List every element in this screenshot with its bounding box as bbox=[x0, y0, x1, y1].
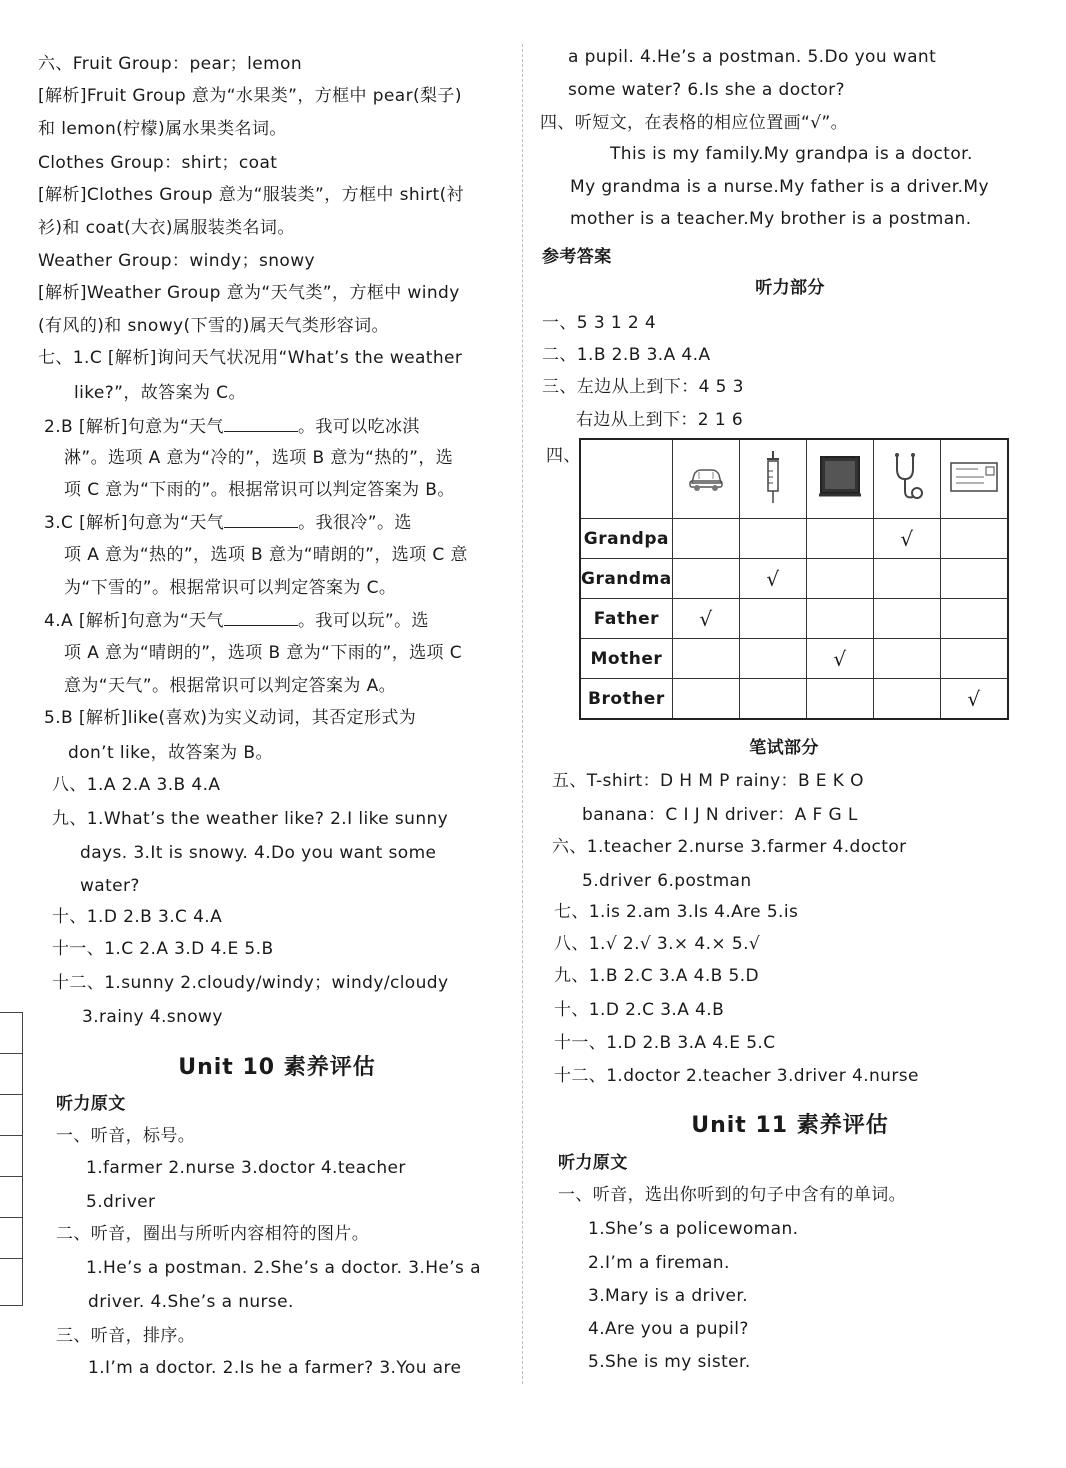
text-line: 项 C 意为“下雨的”。根据常识可以判定答案为 B。 bbox=[64, 480, 455, 500]
text-line: 3.C [解析]句意为“天气 。我很冷”。选 bbox=[44, 513, 412, 533]
table-cell bbox=[672, 639, 739, 679]
table-cell bbox=[739, 639, 806, 679]
text-line: 3.rainy 4.snowy bbox=[82, 1007, 223, 1027]
text-line: driver. 4.She’s a nurse. bbox=[88, 1292, 294, 1312]
table-header-row bbox=[580, 439, 1008, 519]
text-line: 一、听音，选出你听到的句子中含有的单词。 bbox=[558, 1185, 906, 1205]
text-line: mother is a teacher.My brother is a postman. bbox=[570, 209, 972, 229]
text-line: (有风的)和 snowy(下雪的)属天气类形容词。 bbox=[38, 316, 389, 336]
table-corner-cell bbox=[580, 439, 672, 519]
text-line: 七、1.is 2.am 3.Is 4.Are 5.is bbox=[554, 902, 799, 922]
text-line: a pupil. 4.He’s a postman. 5.Do you want bbox=[568, 47, 937, 67]
table-cell bbox=[739, 559, 806, 599]
table-cell bbox=[672, 519, 739, 559]
text-line: 5.She is my sister. bbox=[588, 1352, 751, 1372]
table-cell bbox=[873, 599, 940, 639]
table-cell bbox=[940, 599, 1008, 639]
text-line: 四、听短文，在表格的相应位置画“√”。 bbox=[540, 113, 849, 133]
text-line: 五、T-shirt：D H M P rainy：B E K O bbox=[552, 771, 864, 791]
text-line: Weather Group：windy；snowy bbox=[38, 251, 315, 271]
text-line: 3.Mary is a driver. bbox=[588, 1286, 749, 1306]
table-cell bbox=[739, 519, 806, 559]
text-line: 八、1.A 2.A 3.B 4.A bbox=[52, 775, 221, 795]
table-cell bbox=[672, 679, 739, 720]
table-row bbox=[580, 599, 1008, 639]
text-line: 二、听音，圈出与所听内容相符的图片。 bbox=[56, 1224, 370, 1244]
text-line: 4.A [解析]句意为“天气 。我可以玩”。选 bbox=[44, 611, 429, 631]
unit-10-title: Unit 10 素养评估 bbox=[178, 1055, 376, 1080]
car-icon bbox=[672, 439, 739, 519]
text-line: 十二、1.doctor 2.teacher 3.driver 4.nurse bbox=[554, 1066, 919, 1086]
text-line: 1.farmer 2.nurse 3.doctor 4.teacher bbox=[86, 1158, 406, 1178]
check-mark: √ bbox=[833, 646, 847, 671]
row-label: Father bbox=[580, 599, 672, 639]
text-line: 七、1.C [解析]询问天气状况用“What’s the weather bbox=[38, 348, 463, 368]
text-line: 1.I’m a doctor. 2.Is he a farmer? 3.You are bbox=[88, 1358, 462, 1378]
row-label: Mother bbox=[580, 639, 672, 679]
table-row bbox=[580, 639, 1008, 679]
text-line: 二、1.B 2.B 3.A 4.A bbox=[542, 345, 711, 365]
table-cell bbox=[873, 559, 940, 599]
text-line: 十二、1.sunny 2.cloudy/windy；windy/cloudy bbox=[52, 973, 449, 993]
text-line: 4.Are you a pupil? bbox=[588, 1319, 749, 1339]
text-line: water? bbox=[80, 876, 140, 896]
text-line: This is my family.My grandpa is a doctor. bbox=[610, 144, 973, 164]
text-line: 九、1.What’s the weather like? 2.I like sunny bbox=[52, 809, 449, 829]
table-cell bbox=[873, 519, 940, 559]
table-cell bbox=[672, 559, 739, 599]
table-cell bbox=[873, 639, 940, 679]
text-line: 十一、1.D 2.B 3.A 4.E 5.C bbox=[554, 1033, 776, 1053]
text-line: 一、听音，标号。 bbox=[56, 1126, 196, 1146]
text-line: 为“下雪的”。根据常识可以判定答案为 C。 bbox=[64, 578, 397, 598]
text-line: 5.B [解析]like(喜欢)为实义动词，其否定形式为 bbox=[44, 708, 417, 728]
text-line: 5.driver bbox=[86, 1192, 156, 1212]
column-divider bbox=[522, 44, 523, 1384]
text-line: 一、5 3 1 2 4 bbox=[542, 313, 657, 333]
text-line: 和 lemon(柠檬)属水果类名词。 bbox=[38, 119, 287, 139]
section-heading: 听力原文 bbox=[558, 1153, 628, 1173]
row-label: Brother bbox=[580, 679, 672, 720]
blackboard-icon bbox=[806, 439, 873, 519]
table-row bbox=[580, 559, 1008, 599]
text-line: 四、 bbox=[546, 446, 581, 466]
table-cell bbox=[806, 519, 873, 559]
table-cell bbox=[672, 599, 739, 639]
text-line: 六、Fruit Group：pear；lemon bbox=[38, 54, 303, 74]
written-part-heading: 笔试部分 bbox=[749, 738, 819, 758]
letter-icon bbox=[940, 439, 1008, 519]
table-cell bbox=[806, 679, 873, 720]
text-line: like?”，故答案为 C。 bbox=[74, 383, 246, 403]
unit-11-title: Unit 11 素养评估 bbox=[691, 1113, 889, 1138]
table-cell bbox=[806, 599, 873, 639]
family-job-table bbox=[579, 438, 1009, 720]
text-line: 十一、1.C 2.A 3.D 4.E 5.B bbox=[52, 939, 274, 959]
text-line: 2.I’m a fireman. bbox=[588, 1253, 730, 1273]
text-line: Clothes Group：shirt；coat bbox=[38, 153, 278, 173]
text-line: 2.B [解析]句意为“天气 。我可以吃冰淇 bbox=[44, 417, 420, 437]
text-line: 右边从上到下：2 1 6 bbox=[576, 410, 744, 430]
text-line: 八、1.√ 2.√ 3.× 4.× 5.√ bbox=[554, 934, 761, 954]
table-cell bbox=[739, 679, 806, 720]
text-line: 三、左边从上到下：4 5 3 bbox=[542, 377, 744, 397]
section-heading: 听力原文 bbox=[56, 1094, 126, 1114]
table-row bbox=[580, 679, 1008, 720]
text-line: 十、1.D 2.C 3.A 4.B bbox=[554, 1000, 725, 1020]
text-line: banana：C I J N driver：A F G L bbox=[582, 805, 858, 825]
check-mark: √ bbox=[967, 686, 981, 711]
table-row bbox=[580, 519, 1008, 559]
text-line: 项 A 意为“晴朗的”，选项 B 意为“下雨的”，选项 C bbox=[64, 643, 463, 663]
table-cell bbox=[873, 679, 940, 720]
table-cell bbox=[739, 599, 806, 639]
stethoscope-icon bbox=[873, 439, 940, 519]
text-line: days. 3.It is snowy. 4.Do you want some bbox=[80, 843, 437, 863]
table-cell bbox=[806, 559, 873, 599]
table-cell bbox=[940, 639, 1008, 679]
text-line: 衫)和 coat(大衣)属服装类名词。 bbox=[38, 218, 295, 238]
text-line: 三、听音，排序。 bbox=[56, 1326, 196, 1346]
margin-box bbox=[0, 1012, 23, 1306]
listening-part-heading: 听力部分 bbox=[755, 278, 825, 298]
text-line: some water? 6.Is she a doctor? bbox=[568, 80, 845, 100]
table-cell bbox=[806, 639, 873, 679]
text-line: [解析]Weather Group 意为“天气类”，方框中 windy bbox=[38, 283, 460, 303]
text-line: My grandma is a nurse.My father is a driver.My bbox=[570, 177, 989, 197]
text-line: 六、1.teacher 2.nurse 3.farmer 4.doctor bbox=[552, 837, 907, 857]
text-line: 项 A 意为“热的”，选项 B 意为“晴朗的”，选项 C 意 bbox=[64, 545, 468, 565]
text-line: 5.driver 6.postman bbox=[582, 871, 752, 891]
table-cell bbox=[940, 679, 1008, 720]
text-line: 淋”。选项 A 意为“冷的”，选项 B 意为“热的”，选 bbox=[64, 448, 454, 468]
row-label: Grandma bbox=[580, 559, 672, 599]
text-line: 意为“天气”。根据常识可以判定答案为 A。 bbox=[64, 676, 397, 696]
table-cell bbox=[940, 559, 1008, 599]
answers-heading: 参考答案 bbox=[542, 247, 612, 267]
text-line: 1.She’s a policewoman. bbox=[588, 1219, 799, 1239]
text-line: 九、1.B 2.C 3.A 4.B 5.D bbox=[554, 966, 760, 986]
check-mark: √ bbox=[699, 606, 713, 631]
check-mark: √ bbox=[900, 526, 914, 551]
text-line: [解析]Clothes Group 意为“服装类”，方框中 shirt(衬 bbox=[38, 185, 465, 205]
text-line: 1.He’s a postman. 2.She’s a doctor. 3.He’s a bbox=[86, 1258, 481, 1278]
text-line: don’t like，故答案为 B。 bbox=[68, 743, 273, 763]
text-line: [解析]Fruit Group 意为“水果类”，方框中 pear(梨子) bbox=[38, 86, 462, 106]
row-label: Grandpa bbox=[580, 519, 672, 559]
syringe-icon bbox=[739, 439, 806, 519]
check-mark: √ bbox=[766, 566, 780, 591]
text-line: 十、1.D 2.B 3.C 4.A bbox=[52, 907, 223, 927]
table-cell bbox=[940, 519, 1008, 559]
